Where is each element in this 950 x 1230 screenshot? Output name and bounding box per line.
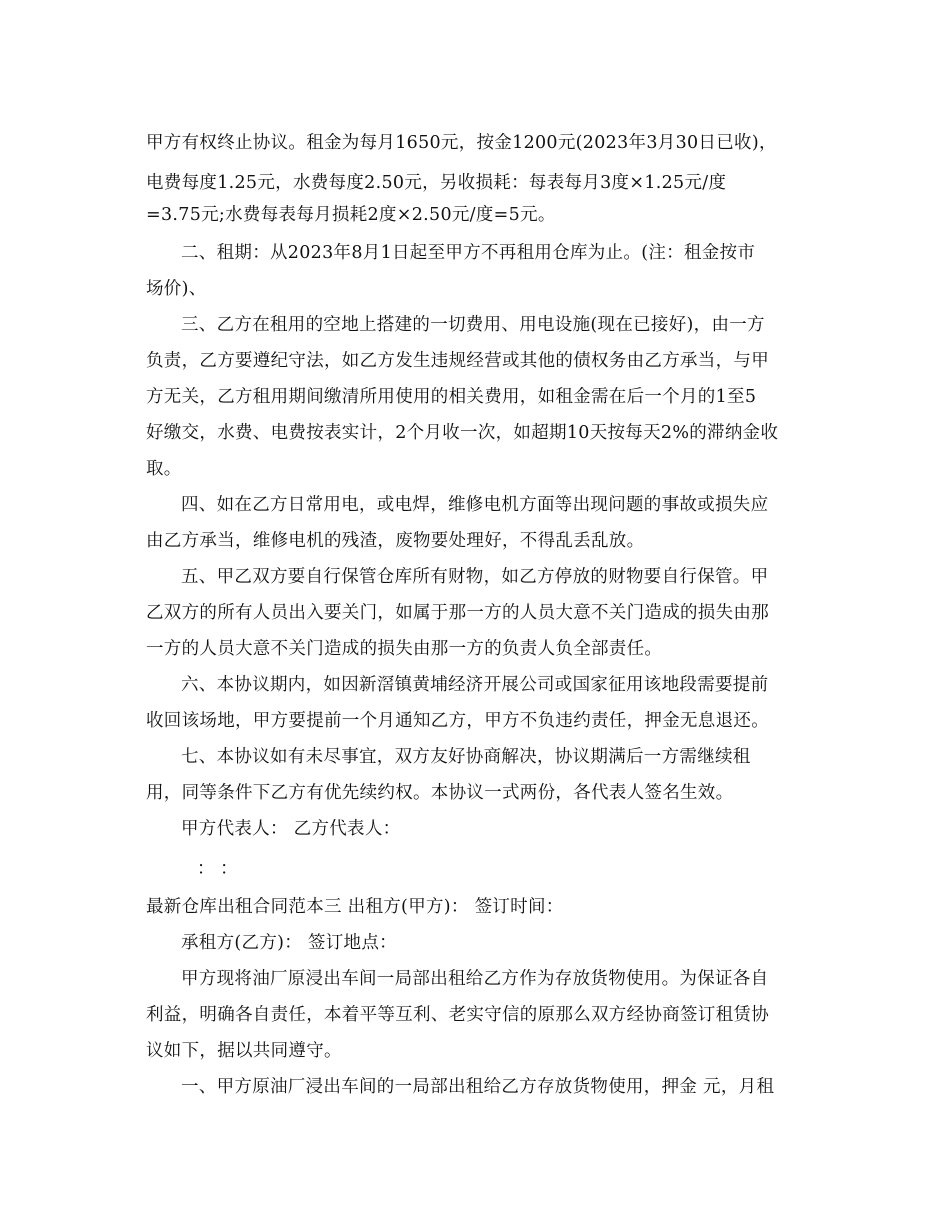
text-line: 甲方现将油厂原浸出车间一局部出租给乙方作为存放货物使用。为保证各自 [181,969,769,989]
text-line: 用，同等条件下乙方有优先续约权。本协议一式两份，各代表人签名生效。 [146,783,734,803]
text-line: 好缴交，水费、电费按表实计，2个月收一次，如超期10天按每天2%的滞纳金收 [146,423,779,443]
text-line: =3.75元;水费每表每月损耗2度×2.50元/度=5元。 [146,205,556,225]
text-line: 收回该场地，甲方要提前一个月通知乙方，甲方不负违约责任，押金无息退还。 [146,711,769,731]
text-line: 方无关，乙方租用期间缴清所用使用的相关费用，如租金需在后一个月的1至5 [146,387,757,407]
section-heading: 最新仓库出租合同范本三 出租方(甲方)： 签订时间： [146,897,564,917]
text-line: 四、如在乙方日常用电，或电焊，维修电机方面等出现问题的事故或损失应 [181,495,769,515]
text-line: 七、本协议如有未尽事宜，双方友好协商解决，协议期满后一方需继续租 [181,747,751,767]
text-line: 议如下，据以共同遵守。 [146,1041,342,1061]
text-line: 甲方有权终止协议。租金为每月1650元，按金1200元(2023年3月30日已收)， [146,133,777,153]
text-line: 电费每度1.25元，水费每度2.50元，另收损耗：每表每月3度×1.25元/度 [146,173,727,193]
text-line: 一、甲方原油厂浸出车间的一局部出租给乙方存放货物使用，押金 元，月租 [181,1077,775,1097]
text-line: 场价)、 [146,279,207,299]
text-line: 二、租期：从2023年8月1日起至甲方不再租用仓库为止。(注：租金按市 [181,243,756,263]
text-line: 承租方(乙方)： 签订地点： [181,933,397,953]
signature-colons: ： ： [197,859,238,879]
text-line: 五、甲乙双方要自行保管仓库所有财物，如乙方停放的财物要自行保管。甲 [181,567,769,587]
text-line: 乙双方的所有人员出入要关门，如属于那一方的人员大意不关门造成的损失由那 [146,603,769,623]
text-line: 三、乙方在租用的空地上搭建的一切费用、用电设施(现在已接好)，由一方 [181,315,765,335]
text-line: 利益，明确各自责任，本着平等互利、老实守信的原那么双方经协商签订租赁协 [146,1005,769,1025]
text-line: 由乙方承当，维修电机的残渣，废物要处理好，不得乱丢乱放。 [146,531,645,551]
text-line: 负责，乙方要遵纪守法，如乙方发生违规经营或其他的债权务由乙方承当，与甲 [146,351,769,371]
signature-line: 甲方代表人： 乙方代表人： [181,819,401,839]
text-line: 取。 [146,459,182,479]
text-line: 一方的人员大意不关门造成的损失由那一方的负责人负全部责任。 [146,639,663,659]
text-line: 六、本协议期内，如因新滘镇黄埔经济开展公司或国家征用该地段需要提前 [181,675,769,695]
